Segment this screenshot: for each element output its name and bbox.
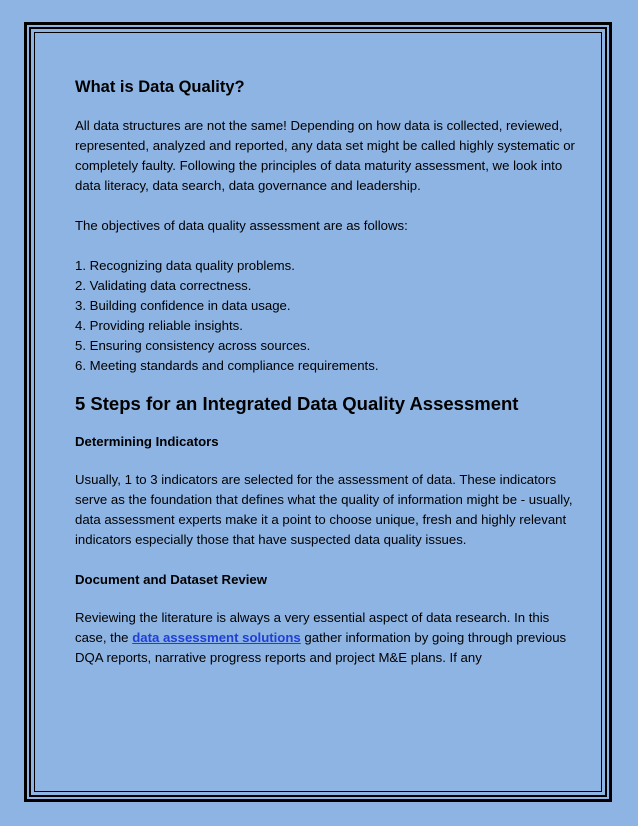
step-paragraph-indicators: Usually, 1 to 3 indicators are selected for the assessment of data. These indicators serve as the foundation that defines what the quality of information might be - usually, data assessment experts make it a point to choose unique, fresh and highly relevant indicators especially those that have suspected data quality issues. [75,472,573,547]
list-item: 5. Ensuring consistency across sources. [75,338,311,353]
list-item: 3. Building confidence in data usage. [75,298,291,313]
step-paragraph-document-review [75,608,575,668]
list-item: 4. Providing reliable insights. [75,318,243,333]
section-title-five-steps: 5 Steps for an Integrated Data Quality Assessment [75,393,519,414]
objectives-intro: The objectives of data quality assessment are as follows: [75,218,408,233]
intro-paragraph: All data structures are not the same! Depending on how data is collected, reviewed, represented, analyzed and reported, any data set might be called highly systematic or completely faulty. Following the principles of data maturity assessment, we look into data literacy, data search, data governance and leadership. [75,118,575,193]
paragraph-text-after-link: gather information by going through previous DQA reports, narrative progress reports and project M&E plans. If any [75,630,567,665]
data-assessment-solutions-link[interactable]: data assessment solutions [132,630,301,645]
document-body [75,76,575,688]
step-heading-document-review: Document and Dataset Review [75,572,268,587]
paragraph-text-before-link: Reviewing the literature is always a very essential aspect of data research. In this case, the [75,610,550,645]
list-item: 1. Recognizing data quality problems. [75,258,295,273]
step-heading-indicators: Determining Indicators [75,434,219,449]
objectives-list [75,256,575,376]
section-title-data-quality: What is Data Quality? [75,78,245,96]
list-item: 2. Validating data correctness. [75,278,252,293]
list-item: 6. Meeting standards and compliance requirements. [75,358,379,373]
